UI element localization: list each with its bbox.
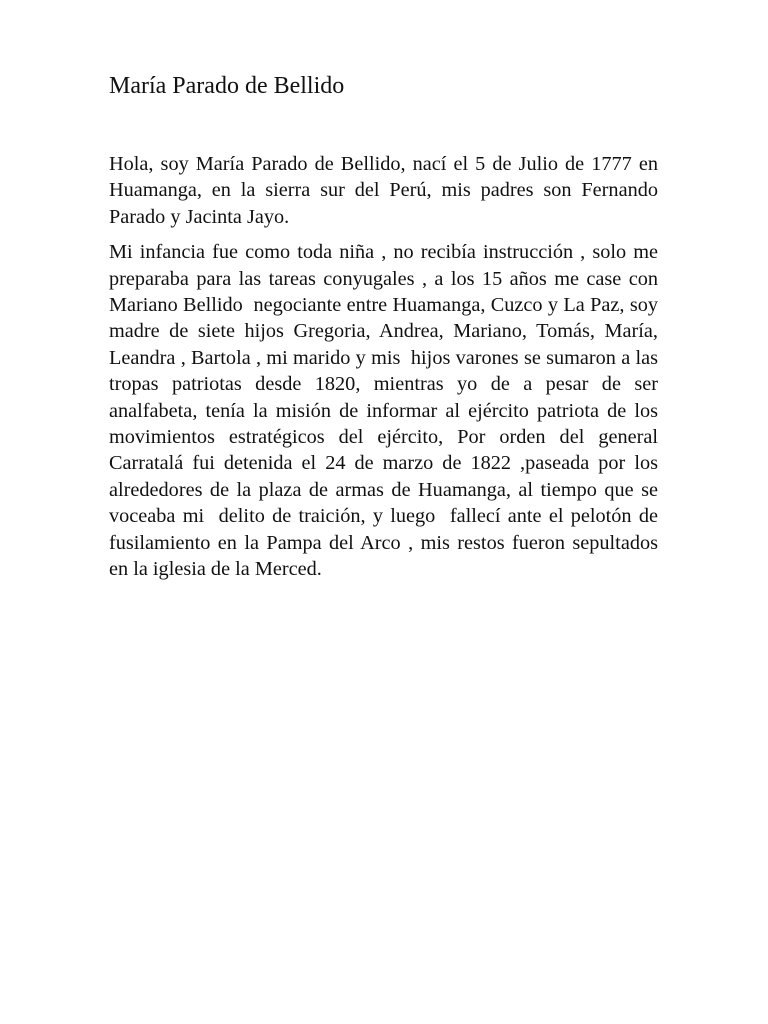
paragraph-biography: Mi infancia fue como toda niña , no recibía instrucción , solo me preparaba para las tareas conyugales , a los 15 años me case con Mariano Bellido negociante entre Huamanga, Cuzco y La Paz, soy madre de siete hijos Gregoria, Andrea, Mariano, Tomás, María, Leandra , Bartola , mi marido y mis hijos varones se sumaron a las tropas patriotas desde 1820, mientras yo de a pesar de ser analfabeta, tenía la misión de informar al ejército patriota de los movimientos estratégicos del ejército, Por orden del general Carratalá fui detenida el 24 de marzo de 1822 ,paseada por los alrededores de la plaza de armas de Huamanga, al tiempo que se voceaba mi delito de traición, y luego fallecí ante el pelotón de fusilamiento en la Pampa del Arco , mis restos fueron sepultados en la iglesia de la Merced. <box>109 241 664 581</box>
document-title: María Parado de Bellido <box>109 73 345 99</box>
paragraph-introduction: Hola, soy María Parado de Bellido, nací el 5 de Julio de 1777 en Huamanga, en la sierra sur del Perú, mis padres son Fernando Parado y Jacinta Jayo. <box>109 153 664 228</box>
document-body <box>109 151 664 583</box>
